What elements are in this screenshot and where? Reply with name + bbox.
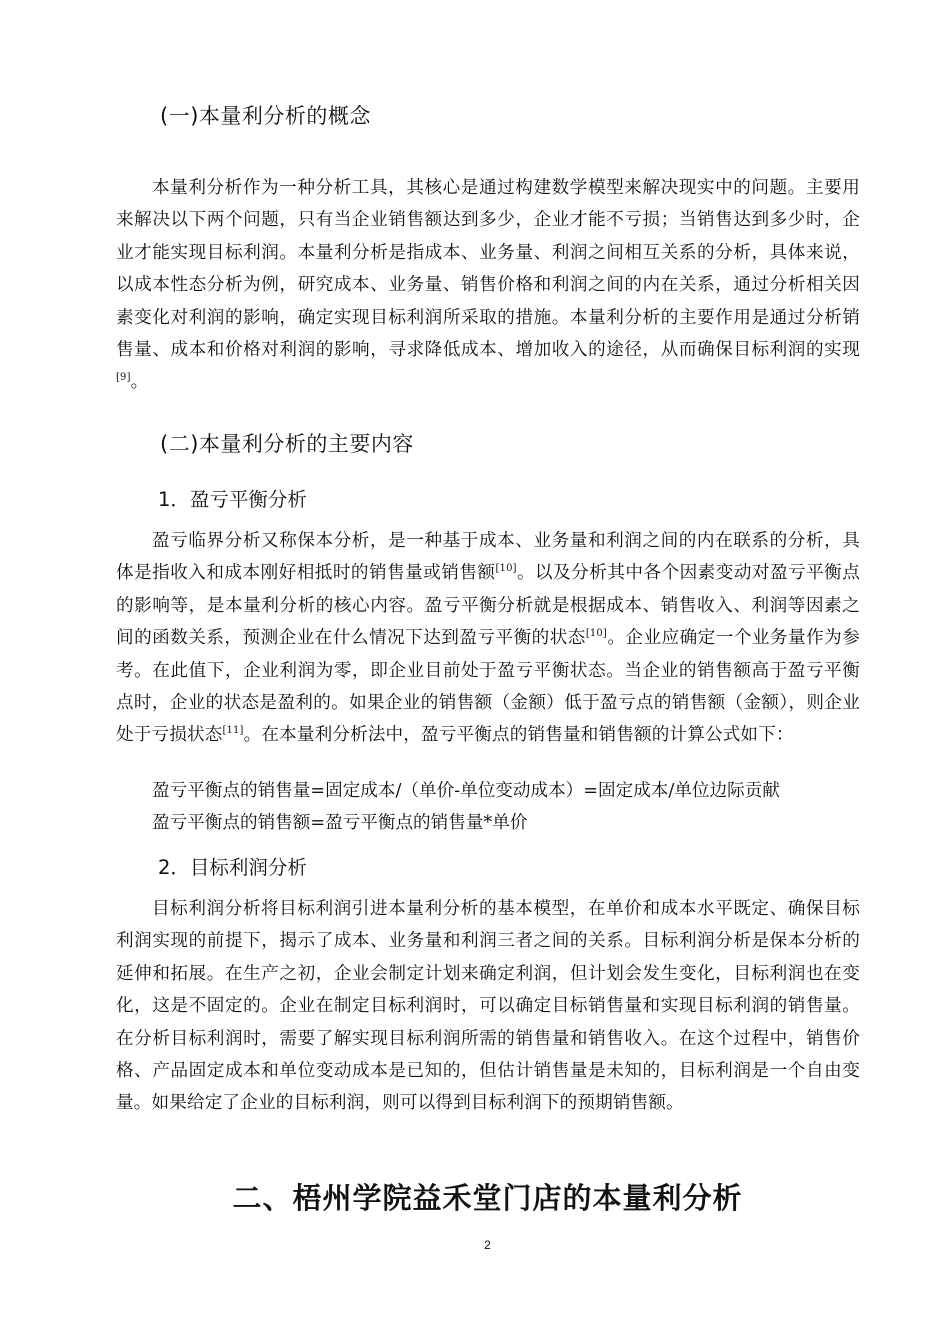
formula-breakeven-sales: 盈亏平衡点的销售额=盈亏平衡点的销售量*单价 [152, 813, 528, 833]
citation-ref: [10] [585, 628, 607, 640]
paragraph-concept [116, 172, 860, 399]
paragraph-breakeven [116, 525, 860, 752]
citation-ref: [9] [116, 372, 131, 384]
section-heading-concept: (一)本量利分析的概念 [160, 104, 371, 128]
paragraph-text: 本量利分析作为一种分析工具，其核心是通过构建数学模型来解决现实中的问题。主要用来解决以下两个问题，只有当企业销售额达到多少，企业才能不亏损；当销售达到多少时，企业才能实现目标利润。本量利分析是指成本、业务量、利润之间相互关系的分析，具体来说，以成本性态分析为例，研究成本、业务量、销售价格和利润之间的内在关系，通过分析相关因素变化对利润的影响，确定实现目标利润所采取的措施。本量利分析的主要作用是通过分析销售量、成本和价格对利润的影响，寻求降低成本、增加收入的途径，从而确保目标利润的实现 [116, 178, 860, 361]
paragraph-text: 。以及分析其中各个因素变动对盈亏平衡点的影响等，是本量利分析的核心内容。盈亏平衡分析就是根据成本、销售收入、利润等因素之间的函数关系，预测企业在什么情况下达到盈亏平衡的状态 [116, 563, 860, 649]
chapter-heading: 二、梧州学院益禾堂门店的本量利分析 [232, 1181, 743, 1215]
subsection-heading-breakeven: 1．盈亏平衡分析 [158, 488, 307, 511]
page-number: 2 [484, 1238, 491, 1252]
paragraph-text: 。在本量利分析法中，盈亏平衡点的销售量和销售额的计算公式如下： [243, 725, 794, 746]
paragraph-text: 。企业应确定一个业务量作为参考。在此值下，企业利润为零，即企业目前处于盈亏平衡状态。当企业的销售额高于盈亏平衡点时，企业的状态是盈利的。如果企业的销售额（金额）低于盈亏点的销售额（金额），则企业处于亏损状态 [116, 628, 860, 746]
paragraph-end: 。 [130, 372, 149, 393]
citation-ref: [10] [495, 563, 517, 575]
section-heading-content: (二)本量利分析的主要内容 [160, 432, 414, 456]
paragraph-text: 盈亏临界分析又称保本分析，是一种基于成本、业务量和利润之间的内在联系的分析，具体是指收入和成本刚好相抵时的销售量或销售额 [116, 531, 860, 584]
citation-ref: [11] [222, 725, 244, 737]
formula-breakeven-volume: 盈亏平衡点的销售量=固定成本/（单价-单位变动成本）=固定成本/单位边际贡献 [152, 781, 780, 801]
paragraph-target-profit: 目标利润分析将目标利润引进本量利分析的基本模型，在单价和成本水平既定、确保目标利润实现的前提下，揭示了成本、业务量和利润三者之间的关系。目标利润分析是保本分析的延伸和拓展。在生产之初，企业会制定计划来确定利润，但计划会发生变化，目标利润也在变化，这是不固定的。企业在制定目标利润时，可以确定目标销售量和实现目标利润的销售量。在分析目标利润时，需要了解实现目标利润所需的销售量和销售收入。在这个过程中，销售价格、产品固定成本和单位变动成本是已知的，但估计销售量是未知的，目标利润是一个自由变量。如果给定了企业的目标利润，则可以得到目标利润下的预期销售额。 [116, 899, 860, 1114]
subsection-heading-target-profit: 2．目标利润分析 [158, 856, 307, 879]
